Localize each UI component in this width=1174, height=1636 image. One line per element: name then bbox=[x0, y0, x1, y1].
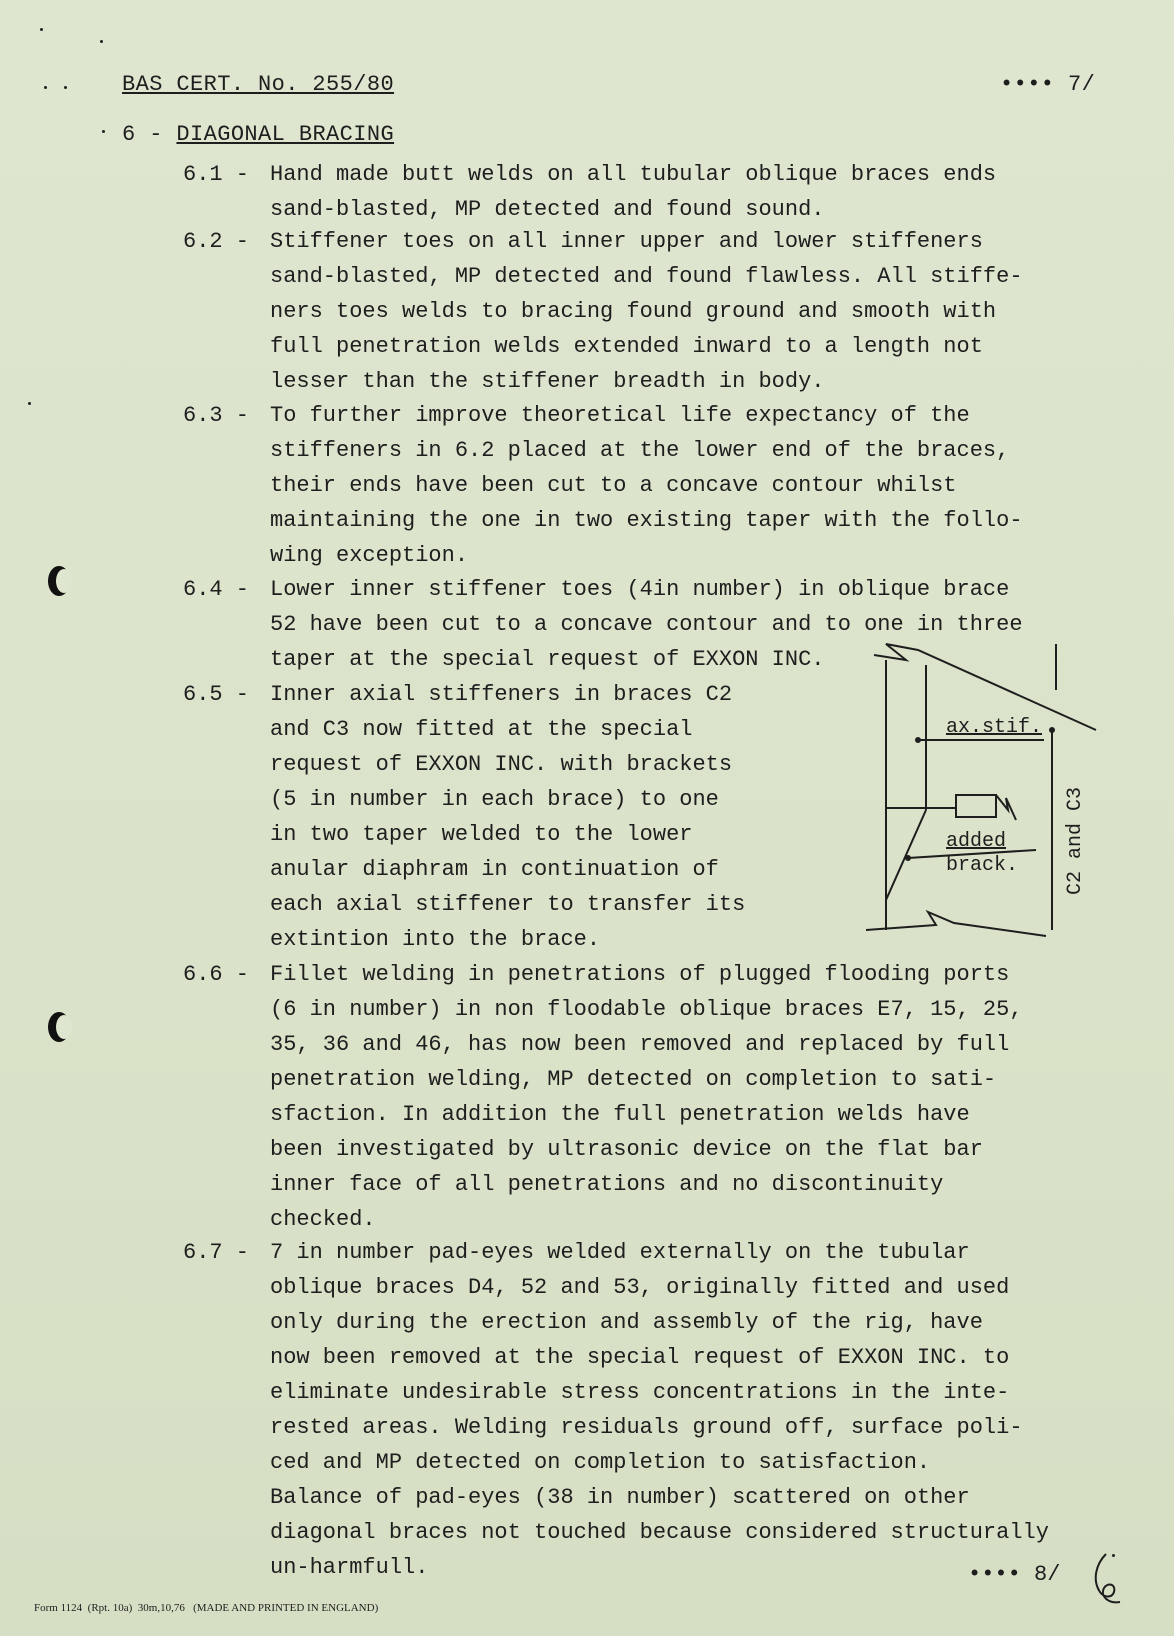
text-line: been investigated by ultrasonic device on the flat bar bbox=[270, 1137, 983, 1162]
item-number: 6.3 - bbox=[183, 403, 250, 428]
text-line: maintaining the one in two existing taper with the follo- bbox=[270, 508, 1023, 533]
text-line: penetration welding, MP detected on completion to sati- bbox=[270, 1067, 997, 1092]
next-page-indicator: •••• 8/ bbox=[968, 1562, 1061, 1587]
text-line: Inner axial stiffeners in braces C2 bbox=[270, 682, 733, 707]
speck bbox=[28, 402, 31, 405]
text-line: stiffeners in 6.2 placed at the lower end of the braces, bbox=[270, 438, 1010, 463]
text-line: and C3 now fitted at the special bbox=[270, 717, 693, 742]
speck bbox=[102, 130, 105, 133]
text-line: ners toes welds to bracing found ground and smooth with bbox=[270, 299, 997, 324]
section-heading bbox=[122, 122, 394, 148]
speck bbox=[40, 28, 43, 31]
speck bbox=[100, 40, 103, 43]
item-text bbox=[270, 957, 1023, 1237]
text-line: their ends have been cut to a concave contour whilst bbox=[270, 473, 957, 498]
text-line: (6 in number) in non floodable oblique braces E7, 15, 25, bbox=[270, 997, 1023, 1022]
section-number: 6 - bbox=[122, 122, 163, 147]
ax-stif-label: ax.stif. bbox=[946, 716, 1043, 739]
bracket-taper bbox=[996, 795, 1016, 820]
bracket-sketch bbox=[856, 640, 1112, 940]
text-line: sfaction. In addition the full penetration welds have bbox=[270, 1102, 970, 1127]
text-line: rested areas. Welding residuals ground off, surface poli- bbox=[270, 1415, 1023, 1440]
certificate-number: BAS CERT. No. 255/80 bbox=[122, 72, 395, 97]
section-title: DIAGONAL BRACING bbox=[176, 122, 395, 147]
added-label: added bbox=[946, 830, 1007, 853]
text-line: now been removed at the special request of EXXON INC. to bbox=[270, 1345, 1010, 1370]
text-line: wing exception. bbox=[270, 543, 469, 568]
form-number: Form 1124 (Rpt. 10a) 30m,10,76 (MADE AND PRINTED IN ENGLAND) bbox=[34, 1602, 379, 1614]
text-line: 35, 36 and 46, has now been removed and replaced by full bbox=[270, 1032, 1010, 1057]
text-line: oblique braces D4, 52 and 53, originally fitted and used bbox=[270, 1275, 1010, 1300]
leader-dot bbox=[905, 855, 911, 861]
text-line: lesser than the stiffener breadth in body. bbox=[270, 369, 825, 394]
item-text bbox=[270, 224, 1023, 399]
bracket-rect bbox=[956, 795, 996, 817]
item-text bbox=[270, 677, 745, 957]
text-line: in two taper welded to the lower bbox=[270, 822, 693, 847]
item-text bbox=[270, 157, 996, 227]
text-line: checked. bbox=[270, 1207, 376, 1232]
item-text bbox=[270, 398, 1023, 573]
item-number: 6.2 - bbox=[183, 229, 250, 254]
text-line: extintion into the brace. bbox=[270, 927, 601, 952]
text-line: diagonal braces not touched because considered structurally bbox=[270, 1520, 1049, 1545]
text-line: (5 in number in each brace) to one bbox=[270, 787, 719, 812]
item-number: 6.4 - bbox=[183, 577, 250, 602]
text-line: only during the erection and assembly of the rig, have bbox=[270, 1310, 983, 1335]
text-line: sand-blasted, MP detected and found flawless. All stiffe- bbox=[270, 264, 1023, 289]
text-line: 52 have been cut to a concave contour and to one in three bbox=[270, 612, 1023, 637]
item-number: 6.1 - bbox=[183, 162, 250, 187]
text-line: Fillet welding in penetrations of plugged flooding ports bbox=[270, 962, 1010, 987]
text-line: full penetration welds extended inward to a length not bbox=[270, 334, 983, 359]
item-number: 6.5 - bbox=[183, 682, 250, 707]
text-line: Balance of pad-eyes (38 in number) scattered on other bbox=[270, 1485, 970, 1510]
leader-dot bbox=[1049, 727, 1055, 733]
initials-mark bbox=[1086, 1552, 1126, 1608]
c2-c3-label: C2 and C3 bbox=[1064, 786, 1087, 895]
text-line: sand-blasted, MP detected and found sound. bbox=[270, 197, 825, 222]
text-line: request of EXXON INC. with brackets bbox=[270, 752, 733, 777]
leader-dot bbox=[915, 737, 921, 743]
text-line: un-harmfull. bbox=[270, 1555, 429, 1580]
brace-bottom-line bbox=[866, 912, 1046, 936]
bracket-diagonal bbox=[886, 810, 926, 900]
brack-label: brack. bbox=[946, 854, 1019, 877]
text-line: To further improve theoretical life expectancy of the bbox=[270, 403, 970, 428]
item-number: 6.7 - bbox=[183, 1240, 250, 1265]
text-line: ced and MP detected on completion to satisfaction. bbox=[270, 1450, 931, 1475]
text-line: 7 in number pad-eyes welded externally on the tubular bbox=[270, 1240, 970, 1265]
text-line: anular diaphram in continuation of bbox=[270, 857, 719, 882]
speck bbox=[64, 86, 67, 89]
text-line: eliminate undesirable stress concentrations in the inte- bbox=[270, 1380, 1010, 1405]
text-line: Lower inner stiffener toes (4in number) in oblique brace bbox=[270, 577, 1010, 602]
page-number: •••• 7/ bbox=[1000, 72, 1096, 97]
text-line: each axial stiffener to transfer its bbox=[270, 892, 746, 917]
text-line: inner face of all penetrations and no discontinuity bbox=[270, 1172, 944, 1197]
text-line: Hand made butt welds on all tubular oblique braces ends bbox=[270, 162, 997, 187]
text-line: taper at the special request of EXXON INC. bbox=[270, 647, 825, 672]
item-text bbox=[270, 1235, 1049, 1585]
punch-hole bbox=[48, 566, 70, 596]
item-number: 6.6 - bbox=[183, 962, 250, 987]
speck bbox=[44, 86, 47, 89]
text-line: Stiffener toes on all inner upper and lower stiffeners bbox=[270, 229, 983, 254]
punch-hole bbox=[48, 1012, 70, 1042]
